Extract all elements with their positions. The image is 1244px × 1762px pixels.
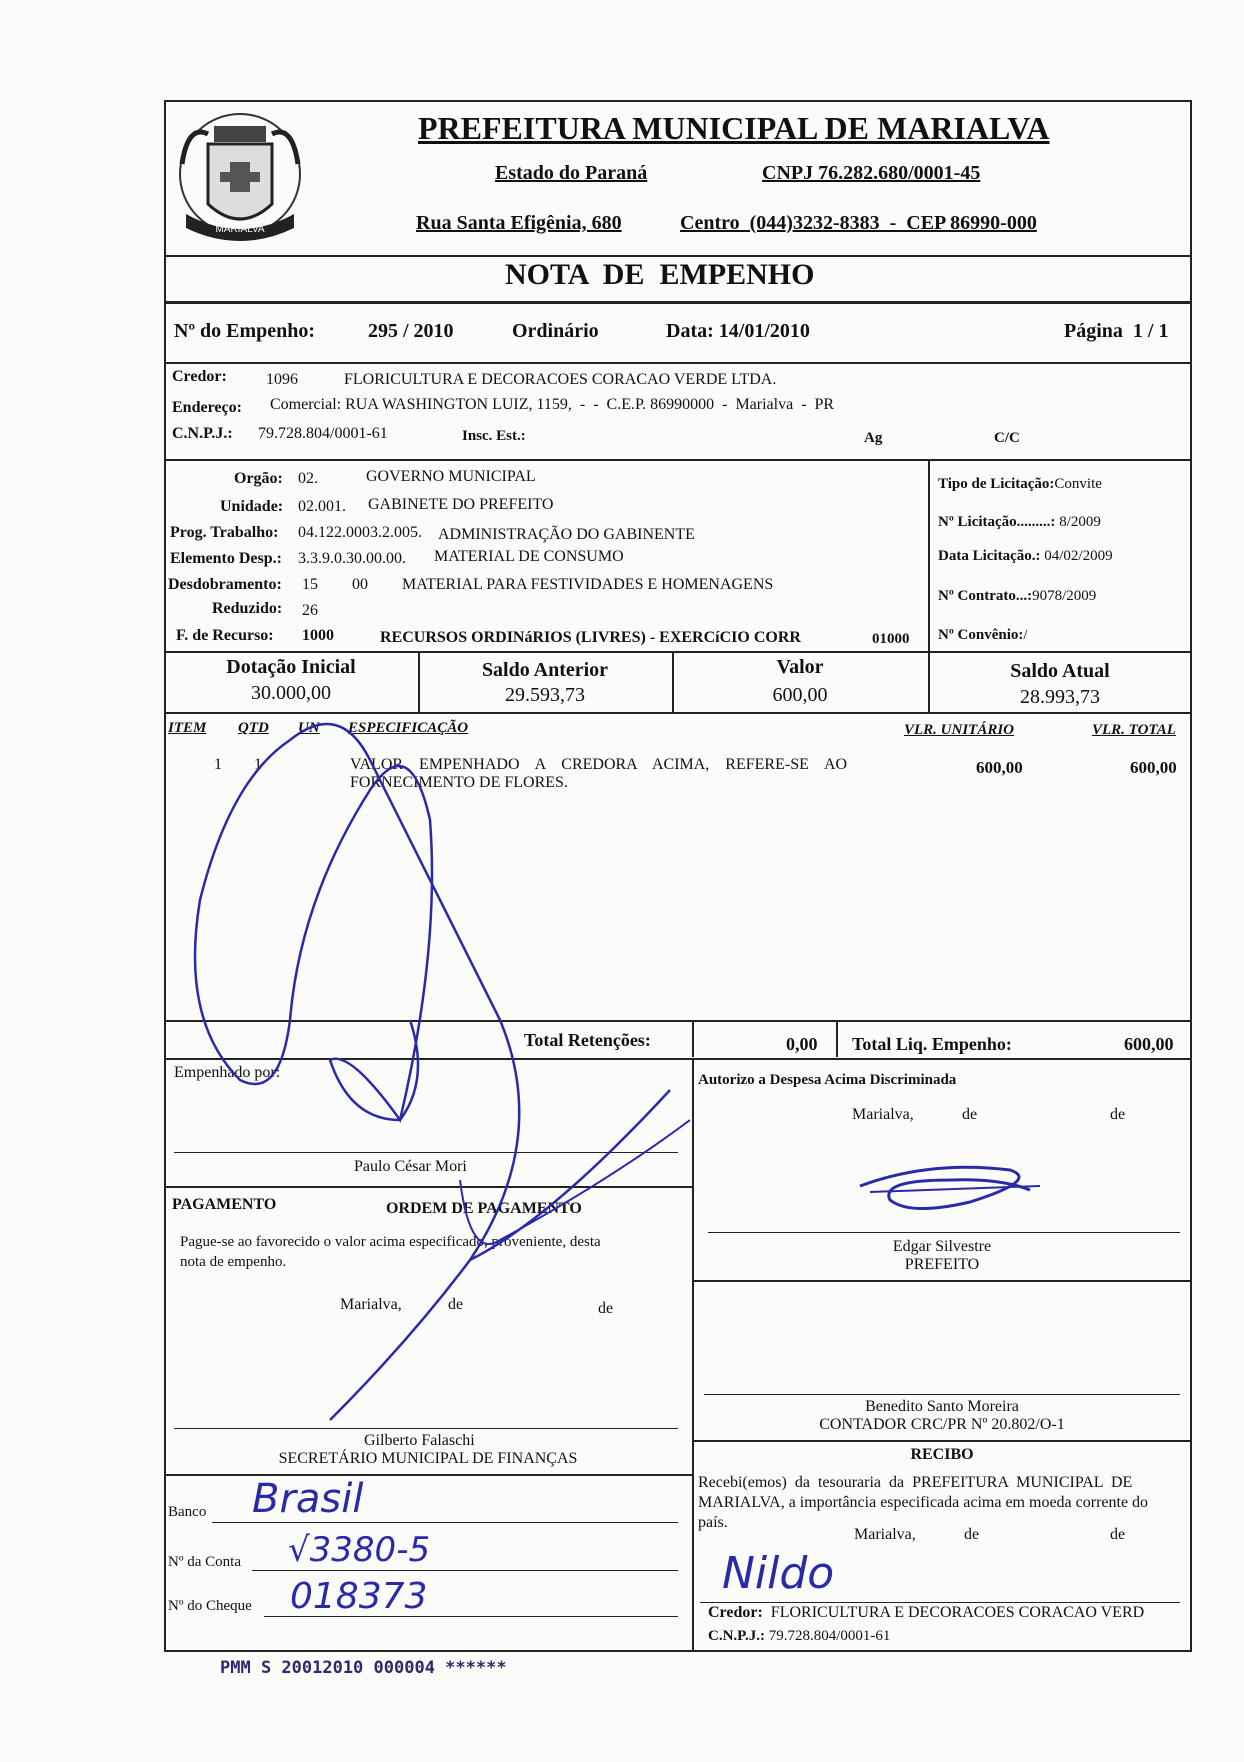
- credor-name: FLORICULTURA E DECORACOES CORACAO VERDE LTDA.: [344, 371, 777, 388]
- fonte-code: 1000: [302, 627, 334, 644]
- orgao-label: Orgão:: [234, 470, 283, 487]
- desdobramento-label: Desdobramento:: [168, 576, 282, 593]
- handwritten-scribble: [170, 700, 730, 1440]
- banco-label: Banco: [168, 1504, 207, 1520]
- autorizo-de2: de: [1110, 1106, 1126, 1123]
- liq-empenho-value: 600,00: [1124, 1034, 1174, 1054]
- secretario-name: Gilberto Falaschi: [364, 1432, 475, 1449]
- header-contact: Centro (044)3232-8383 - CEP 86990-000: [680, 212, 1037, 234]
- credor-cnpj: 79.728.804/0001-61: [258, 425, 388, 442]
- reduzido-label: Reduzido:: [212, 600, 283, 617]
- secretario-role: SECRETÁRIO MUNICIPAL DE FINANÇAS: [278, 1450, 578, 1467]
- col-un: UN: [298, 720, 320, 736]
- desdobramento-name: MATERIAL PARA FESTIVIDADES E HOMENAGENS: [402, 576, 774, 593]
- footer-code: PMM S 20012010 000004 ******: [220, 1658, 507, 1678]
- data-licitacao: Data Licitação.: 04/02/2009: [938, 548, 1113, 564]
- saldo-atual-value: 28.993,73: [1020, 686, 1100, 708]
- prog-name: ADMINISTRAÇÃO DO GABINENTE: [438, 526, 695, 543]
- address-label: Endereço:: [172, 399, 242, 416]
- orgao-code: 02.: [298, 470, 318, 487]
- autorizo-label: Autorizo a Despesa Acima Discriminada: [698, 1072, 957, 1088]
- dotacao-label: Dotação Inicial: [226, 656, 356, 678]
- numero-contrato: Nº Contrato...:9078/2009: [938, 588, 1097, 604]
- liq-empenho-label: Total Liq. Empenho:: [852, 1034, 1012, 1054]
- row-vlr-unitario: 600,00: [976, 758, 1023, 777]
- prog-code: 04.122.0003.2.005.: [298, 524, 422, 541]
- recibo-de2: de: [1110, 1526, 1126, 1543]
- pagamento-de2: de: [598, 1300, 614, 1317]
- dotacao-value: 30.000,00: [251, 682, 331, 704]
- pagamento-text-line1: Pague-se ao favorecido o valor acima especificado, proveniente, desta: [180, 1234, 601, 1250]
- cc-label: C/C: [994, 430, 1020, 446]
- unidade-name: GABINETE DO PREFEITO: [368, 496, 554, 513]
- recibo-place: Marialva,: [854, 1526, 916, 1543]
- saldo-anterior-value: 29.593,73: [505, 684, 585, 706]
- conta-label: Nº da Conta: [168, 1554, 241, 1570]
- credor-code: 1096: [266, 371, 298, 388]
- empenho-type: Ordinário: [512, 320, 599, 342]
- recibo-signature: Nildo: [722, 1548, 835, 1599]
- banco-handwritten: Brasil: [252, 1476, 364, 1522]
- retencoes-label: Total Retenções:: [524, 1030, 651, 1050]
- pagamento-place: Marialva,: [340, 1296, 402, 1313]
- row-desc-line2: FORNECIMENTO DE FLORES.: [350, 774, 568, 791]
- autorizo-place: Marialva,: [852, 1106, 914, 1123]
- header-state: Estado do Paraná: [495, 162, 648, 184]
- tipo-licitacao: Tipo de Licitação:Convite: [938, 476, 1102, 492]
- autorizo-de1: de: [962, 1106, 978, 1123]
- contador-name: Benedito Santo Moreira: [865, 1398, 1019, 1415]
- col-vlr-unitario: VLR. UNITÁRIO: [904, 722, 1015, 738]
- col-vlr-total: VLR. TOTAL: [1092, 722, 1176, 738]
- credor-address: Comercial: RUA WASHINGTON LUIZ, 1159, - - C.E.P. 86990000 - Marialva - PR: [270, 396, 835, 413]
- cheque-handwritten: 018373: [290, 1576, 428, 1617]
- elemento-label: Elemento Desp.:: [170, 550, 282, 567]
- empenhado-name: Paulo César Mori: [354, 1158, 467, 1175]
- cheque-label: Nº do Cheque: [168, 1598, 252, 1614]
- col-qtd: QTD: [238, 720, 269, 736]
- retencoes-value: 0,00: [786, 1034, 818, 1054]
- header-title: PREFEITURA MUNICIPAL DE MARIALVA: [418, 110, 1050, 146]
- cnpj-label: C.N.P.J.:: [172, 425, 233, 442]
- recibo-text-line3: país.: [698, 1514, 728, 1531]
- valor-value: 600,00: [772, 684, 828, 706]
- recibo-credor: Credor: FLORICULTURA E DECORACOES CORACAO VERD: [708, 1604, 1145, 1621]
- saldo-atual-label: Saldo Atual: [1010, 660, 1110, 682]
- numero-convenio: Nº Convênio:/: [938, 627, 1028, 643]
- row-vlr-total: 600,00: [1130, 758, 1177, 777]
- svg-text:MARIALVA: MARIALVA: [215, 224, 265, 235]
- recibo-cnpj: C.N.P.J.: 79.728.804/0001-61: [708, 1628, 891, 1644]
- empenhado-label: Empenhado por:: [174, 1064, 281, 1081]
- prefeito-name: Edgar Silvestre: [892, 1238, 992, 1255]
- pagamento-text-line2: nota de empenho.: [180, 1254, 287, 1270]
- recibo-title: RECIBO: [910, 1446, 974, 1463]
- unidade-code: 02.001.: [298, 498, 346, 515]
- ag-label: Ag: [864, 430, 883, 446]
- header-cnpj: CNPJ 76.282.680/0001-45: [762, 162, 981, 184]
- orgao-name: GOVERNO MUNICIPAL: [366, 468, 536, 485]
- page-indicator: Página 1 / 1: [1064, 320, 1169, 342]
- ordem-pagamento-label: ORDEM DE PAGAMENTO: [386, 1200, 582, 1217]
- fonte-sub: 01000: [872, 631, 910, 647]
- pagamento-label: PAGAMENTO: [172, 1196, 277, 1213]
- valor-label: Valor: [776, 656, 824, 678]
- header-address: Rua Santa Efigênia, 680: [416, 212, 622, 234]
- elemento-name: MATERIAL DE CONSUMO: [434, 548, 624, 565]
- row-item: 1: [214, 756, 222, 773]
- row-qtd: 1: [254, 756, 262, 773]
- recibo-text-line2: MARIALVA, a importância especificada acima em moeda corrente do: [698, 1494, 1149, 1511]
- desdobramento-sub: 00: [352, 576, 368, 593]
- col-item: ITEM: [168, 720, 207, 736]
- row-desc-line1: VALOR EMPENHADO A CREDORA ACIMA, REFERE-SE AO: [350, 756, 848, 773]
- empenho-number: 295 / 2010: [368, 320, 454, 342]
- coat-of-arms-icon: [168, 104, 312, 254]
- unidade-label: Unidade:: [220, 498, 284, 515]
- numero-licitacao: Nº Licitação.........: 8/2009: [938, 514, 1101, 530]
- insc-label: Insc. Est.:: [462, 428, 526, 444]
- recibo-de1: de: [964, 1526, 980, 1543]
- recibo-text-line1: Recebi(emos) da tesouraria da PREFEITURA MUNICIPAL DE: [698, 1474, 1133, 1491]
- reduzido-code: 26: [302, 602, 318, 619]
- desdobramento-code: 15: [302, 576, 318, 593]
- credor-label: Credor:: [172, 368, 227, 385]
- col-especificacao: ESPECIFICAÇÃO: [348, 720, 469, 736]
- prefeito-role: PREFEITO: [904, 1256, 980, 1273]
- empenho-number-label: Nº do Empenho:: [174, 320, 316, 342]
- pagamento-de1: de: [448, 1296, 464, 1313]
- fonte-label: F. de Recurso:: [176, 627, 274, 644]
- elemento-code: 3.3.9.0.30.00.00.: [298, 550, 406, 567]
- fonte-name: RECURSOS ORDINáRIOS (LIVRES) - EXERCíCIO CORR: [380, 629, 801, 646]
- contador-role: CONTADOR CRC/PR Nº 20.802/O-1: [819, 1416, 1065, 1433]
- empenho-date: Data: 14/01/2010: [666, 320, 810, 342]
- saldo-anterior-label: Saldo Anterior: [481, 659, 609, 681]
- conta-handwritten: √3380-5: [288, 1530, 431, 1570]
- doc-title: NOTA DE EMPENHO: [505, 258, 815, 291]
- prog-label: Prog. Trabalho:: [170, 524, 279, 541]
- prefeito-signature: [850, 1150, 1050, 1230]
